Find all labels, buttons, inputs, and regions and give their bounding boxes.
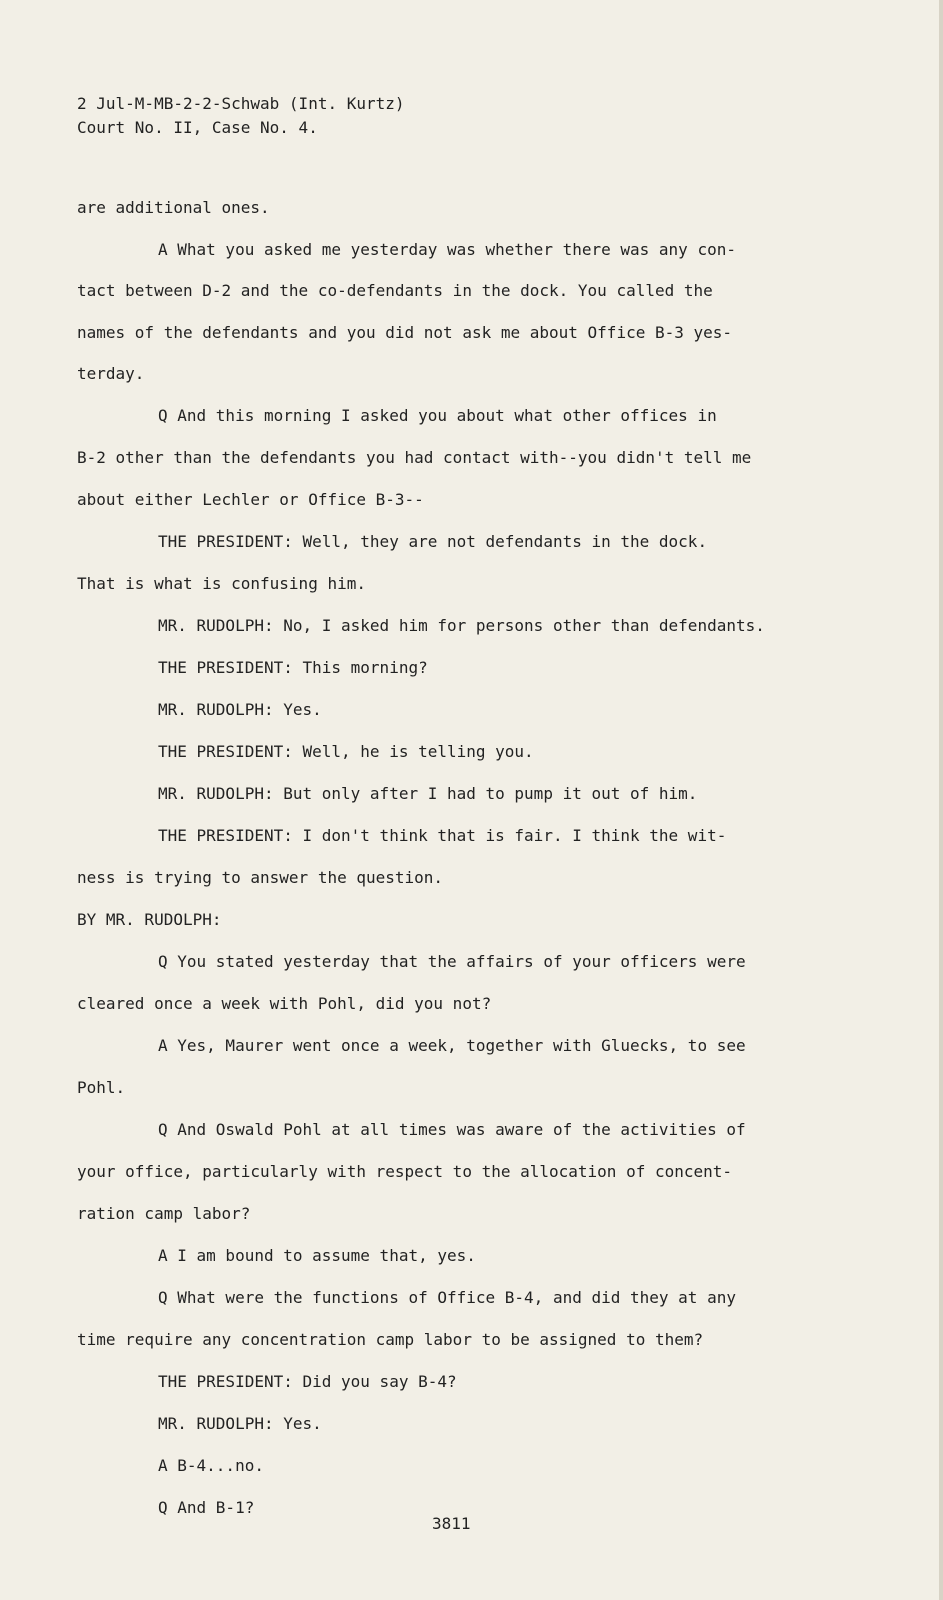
transcript-line: THE PRESIDENT: Well, they are not defendants in the dock. xyxy=(158,532,708,551)
header-line-1: 2 Jul-M-MB-2-2-Schwab (Int. Kurtz) xyxy=(77,94,405,113)
transcript-line: Q You stated yesterday that the affairs of your officers were xyxy=(158,952,746,971)
transcript-line: names of the defendants and you did not ask me about Office B-3 yes- xyxy=(77,323,733,342)
transcript-line: Q And Oswald Pohl at all times was aware of the activities of xyxy=(158,1120,746,1139)
transcript-line: terday. xyxy=(77,364,145,383)
transcript-line: A B-4...no. xyxy=(158,1456,264,1475)
transcript-line: about either Lechler or Office B-3-- xyxy=(77,490,424,509)
transcript-line: MR. RUDOLPH: No, I asked him for persons other than defendants. xyxy=(158,616,765,635)
transcript-line: MR. RUDOLPH: Yes. xyxy=(158,1414,322,1433)
transcript-line: A Yes, Maurer went once a week, together with Gluecks, to see xyxy=(158,1036,746,1055)
transcript-line: Q And B-1? xyxy=(158,1498,255,1517)
transcript-line: THE PRESIDENT: Well, he is telling you. xyxy=(158,742,534,761)
transcript-line: time require any concentration camp labor to be assigned to them? xyxy=(77,1330,704,1349)
transcript-line: B-2 other than the defendants you had contact with--you didn't tell me xyxy=(77,448,752,467)
header-line-2: Court No. II, Case No. 4. xyxy=(77,118,318,137)
transcript-line: BY MR. RUDOLPH: xyxy=(77,910,222,929)
transcript-line: THE PRESIDENT: This morning? xyxy=(158,658,428,677)
transcript-line: are additional ones. xyxy=(77,198,270,217)
transcript-line: THE PRESIDENT: Did you say B-4? xyxy=(158,1372,457,1391)
transcript-line: tact between D-2 and the co-defendants in the dock. You called the xyxy=(77,281,713,300)
transcript-line: MR. RUDOLPH: But only after I had to pump it out of him. xyxy=(158,784,698,803)
transcript-line: A What you asked me yesterday was whether there was any con- xyxy=(158,240,736,259)
document-header xyxy=(77,92,405,140)
transcript-line: cleared once a week with Pohl, did you not? xyxy=(77,994,492,1013)
transcript-line: Q And this morning I asked you about what other offices in xyxy=(158,406,717,425)
transcript-line: A I am bound to assume that, yes. xyxy=(158,1246,476,1265)
transcript-line: That is what is confusing him. xyxy=(77,574,366,593)
transcript-line: ness is trying to answer the question. xyxy=(77,868,444,887)
transcript-line: ration camp labor? xyxy=(77,1204,251,1223)
transcript-line: MR. RUDOLPH: Yes. xyxy=(158,700,322,719)
transcript-line: Q What were the functions of Office B-4, and did they at any xyxy=(158,1288,736,1307)
transcript-line: your office, particularly with respect to the allocation of concent- xyxy=(77,1162,733,1181)
page-number: 3811 xyxy=(432,1514,471,1533)
transcript-line: Pohl. xyxy=(77,1078,126,1097)
transcript-line: THE PRESIDENT: I don't think that is fair. I think the wit- xyxy=(158,826,727,845)
